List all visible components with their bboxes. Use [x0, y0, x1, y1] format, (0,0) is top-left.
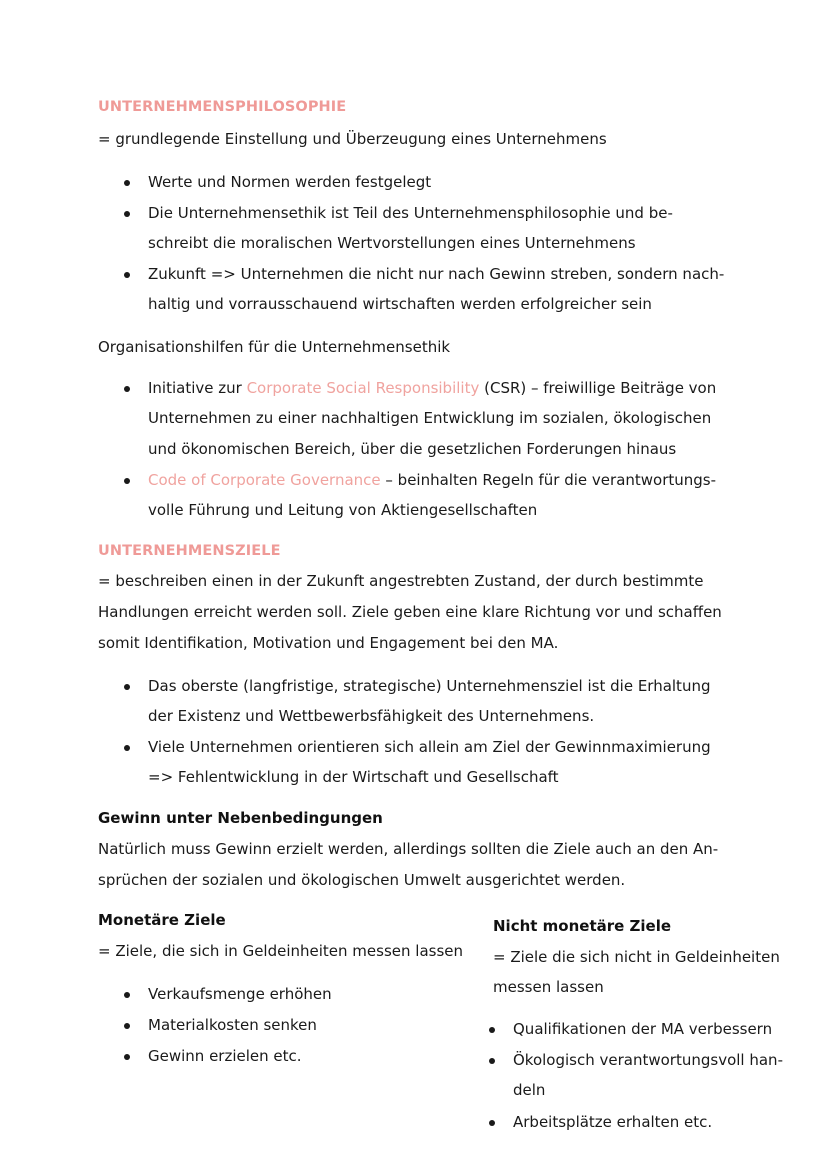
goals-bullet-1-line-1: Das oberste (langfristige, strategische) Unternehmensziel ist die Erhaltung [148, 677, 711, 695]
bullet-dot [124, 1023, 130, 1029]
csr-line-1 [148, 379, 716, 397]
bullet-dot [124, 180, 130, 186]
philosophy-definition: = grundlegende Einstellung und Überzeugung eines Unternehmens [98, 130, 607, 148]
bullet-dot [124, 211, 130, 217]
goals-heading: UNTERNEHMENSZIELE [98, 543, 281, 559]
goals-bullet-1-line-2: der Existenz und Wettbewerbsfähigkeit des Unternehmens. [148, 707, 595, 725]
monetary-heading: Monetäre Ziele [98, 911, 226, 929]
governance-suffix: – beinhalten Regeln für die verantwortungs- [380, 471, 717, 489]
csr-line-3: und ökonomischen Bereich, über die gesetzlichen Forderungen hinaus [148, 440, 677, 458]
goals-definition-line-2: Handlungen erreicht werden soll. Ziele geben eine klare Richtung vor und schaffen [98, 603, 722, 621]
monetary-bullet-3: Gewinn erzielen etc. [148, 1047, 302, 1065]
philosophy-bullet-2-line-2: schreibt die moralischen Wertvorstellungen eines Unternehmens [148, 234, 636, 252]
monetary-bullet-1: Verkaufsmenge erhöhen [148, 985, 332, 1003]
philosophy-bullet-3-line-1: Zukunft => Unternehmen die nicht nur nach Gewinn streben, sondern nach- [148, 265, 725, 283]
bullet-dot [124, 1054, 130, 1060]
goals-bullet-2-line-1: Viele Unternehmen orientieren sich allein am Ziel der Gewinnmaximierung [148, 738, 711, 756]
philosophy-bullet-2-line-1: Die Unternehmensethik ist Teil des Unternehmensphilosophie und be- [148, 204, 673, 222]
non-monetary-bullet-3: Arbeitsplätze erhalten etc. [513, 1113, 713, 1131]
governance-term: Code of Corporate Governance [148, 471, 381, 489]
philosophy-bullet-1: Werte und Normen werden festgelegt [148, 173, 432, 191]
bullet-dot [489, 1120, 495, 1126]
non-monetary-heading: Nicht monetäre Ziele [493, 917, 672, 935]
goals-definition-line-3: somit Identifikation, Motivation und Engagement bei den MA. [98, 634, 559, 652]
non-monetary-bullet-1: Qualifikationen der MA verbessern [513, 1020, 773, 1038]
non-monetary-bullet-2-line-1: Ökologisch verantwortungsvoll han- [513, 1051, 783, 1069]
monetary-definition: = Ziele, die sich in Geldeinheiten messen lassen [98, 942, 464, 960]
bullet-dot [124, 386, 130, 392]
governance-line-1 [148, 471, 716, 489]
csr-term: Corporate Social Responsibility [246, 379, 480, 397]
bullet-dot [124, 684, 130, 690]
org-aids-intro: Organisationshilfen für die Unternehmensethik [98, 338, 451, 356]
goals-definition-line-1: = beschreiben einen in der Zukunft angestrebten Zustand, der durch bestimmte [98, 572, 704, 590]
goals-bullet-2-line-2: => Fehlentwicklung in der Wirtschaft und Gesellschaft [148, 768, 559, 786]
bullet-dot [489, 1058, 495, 1064]
csr-suffix: (CSR) – freiwillige Beiträge von [479, 379, 717, 397]
bullet-dot [124, 745, 130, 751]
bullet-dot [124, 478, 130, 484]
non-monetary-definition-line-2: messen lassen [493, 978, 604, 996]
profit-heading: Gewinn unter Nebenbedingungen [98, 809, 383, 827]
non-monetary-definition-line-1: = Ziele die sich nicht in Geldeinheiten [493, 948, 780, 966]
philosophy-bullet-3-line-2: haltig und vorrausschauend wirtschaften werden erfolgreicher sein [148, 295, 652, 313]
csr-line-2: Unternehmen zu einer nachhaltigen Entwicklung im sozialen, ökologischen [148, 409, 712, 427]
bullet-dot [124, 992, 130, 998]
profit-line-1: Natürlich muss Gewinn erzielt werden, allerdings sollten die Ziele auch an den An- [98, 840, 719, 858]
bullet-dot [489, 1027, 495, 1033]
bullet-dot [124, 272, 130, 278]
csr-prefix: Initiative zur [148, 379, 247, 397]
monetary-bullet-2: Materialkosten senken [148, 1016, 317, 1034]
governance-line-2: volle Führung und Leitung von Aktiengesellschaften [148, 501, 538, 519]
philosophy-heading: UNTERNEHMENSPHILOSOPHIE [98, 99, 347, 115]
non-monetary-bullet-2-line-2: deln [513, 1081, 546, 1099]
profit-line-2: sprüchen der sozialen und ökologischen Umwelt ausgerichtet werden. [98, 871, 626, 889]
